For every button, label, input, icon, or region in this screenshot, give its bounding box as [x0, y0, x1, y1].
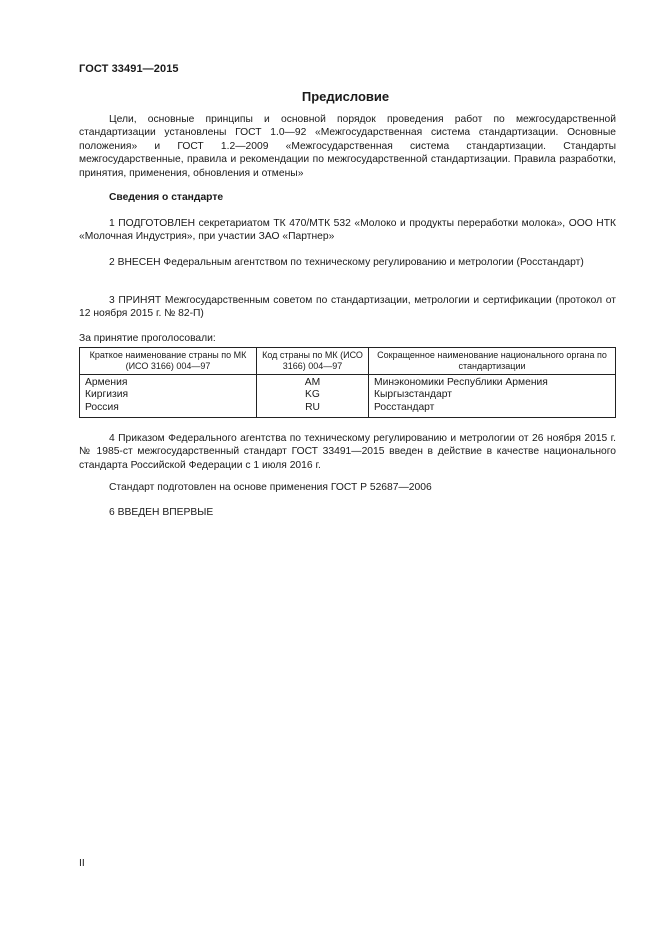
standard-info-heading: Сведения о стандарте: [109, 192, 224, 203]
table-row: [80, 402, 616, 418]
code-cell: RU: [257, 402, 369, 418]
code-cell: AM: [257, 375, 369, 390]
country-cell: Армения: [80, 375, 257, 390]
page-number: II: [79, 858, 85, 869]
voting-table: [79, 347, 616, 418]
table-header-row: [80, 348, 616, 375]
column-header-country: Краткое наименование страны по МК (ИСО 3166) 004—97: [80, 348, 257, 375]
item-submitted: 2 ВНЕСЕН Федеральным агентством по техническому регулированию и метрологии (Росстандарт): [109, 257, 584, 268]
column-header-body: Сокращенное наименование национального органа по стандартизации: [369, 348, 616, 375]
item-basis: Стандарт подготовлен на основе применения ГОСТ Р 52687—2006: [109, 482, 432, 493]
page-title: Предисловие: [301, 89, 390, 104]
code-cell: KG: [257, 389, 369, 401]
country-cell: Россия: [80, 402, 257, 418]
item-adopted: 3 ПРИНЯТ Межгосударственным советом по стандартизации, метрологии и сертификации (протокол от 12 ноября 2015 г. № 82-П): [79, 295, 616, 320]
table-row: [80, 375, 616, 390]
item-enacted: 4 Приказом Федерального агентства по техническому регулированию и метрологии от 26 ноября 2015 г. № 1985-ст межгосударственный стандарт ГОСТ 33491—2015 введен в действие в качестве национального стандарта Российской Федерации с 1 июля 2016 г.: [79, 433, 616, 471]
intro-paragraph: Цели, основные принципы и основной порядок проведения работ по межгосударственной стандартизации установлены ГОСТ 1.0—92 «Межгосударственная система стандартизации. Основные положения» и ГОСТ 1.2—2009 «Межгосударственная система стандартизации. Стандарты межгосударственные, правила и рекомендации по межгосударственной стандартизации. Правила разработки, принятия, применения, обновления и отмены»: [79, 114, 616, 179]
item-first-introduced: 6 ВВЕДЕН ВПЕРВЫЕ: [109, 507, 214, 518]
voting-label: За принятие проголосовали:: [79, 333, 216, 344]
country-cell: Киргизия: [80, 389, 257, 401]
body-cell: Росстандарт: [369, 402, 616, 418]
body-cell: Кыргызстандарт: [369, 389, 616, 401]
column-header-code: Код страны по МК (ИСО 3166) 004—97: [257, 348, 369, 375]
item-prepared: 1 ПОДГОТОВЛЕН секретариатом ТК 470/МТК 532 «Молоко и продукты переработки молока», ООО НТК «Молочная Индустрия», при участии ЗАО «Партнер»: [79, 218, 616, 243]
document-code: ГОСТ 33491—2015: [79, 63, 179, 75]
body-cell: Минэкономики Республики Армения: [369, 375, 616, 390]
table-row: [80, 389, 616, 401]
